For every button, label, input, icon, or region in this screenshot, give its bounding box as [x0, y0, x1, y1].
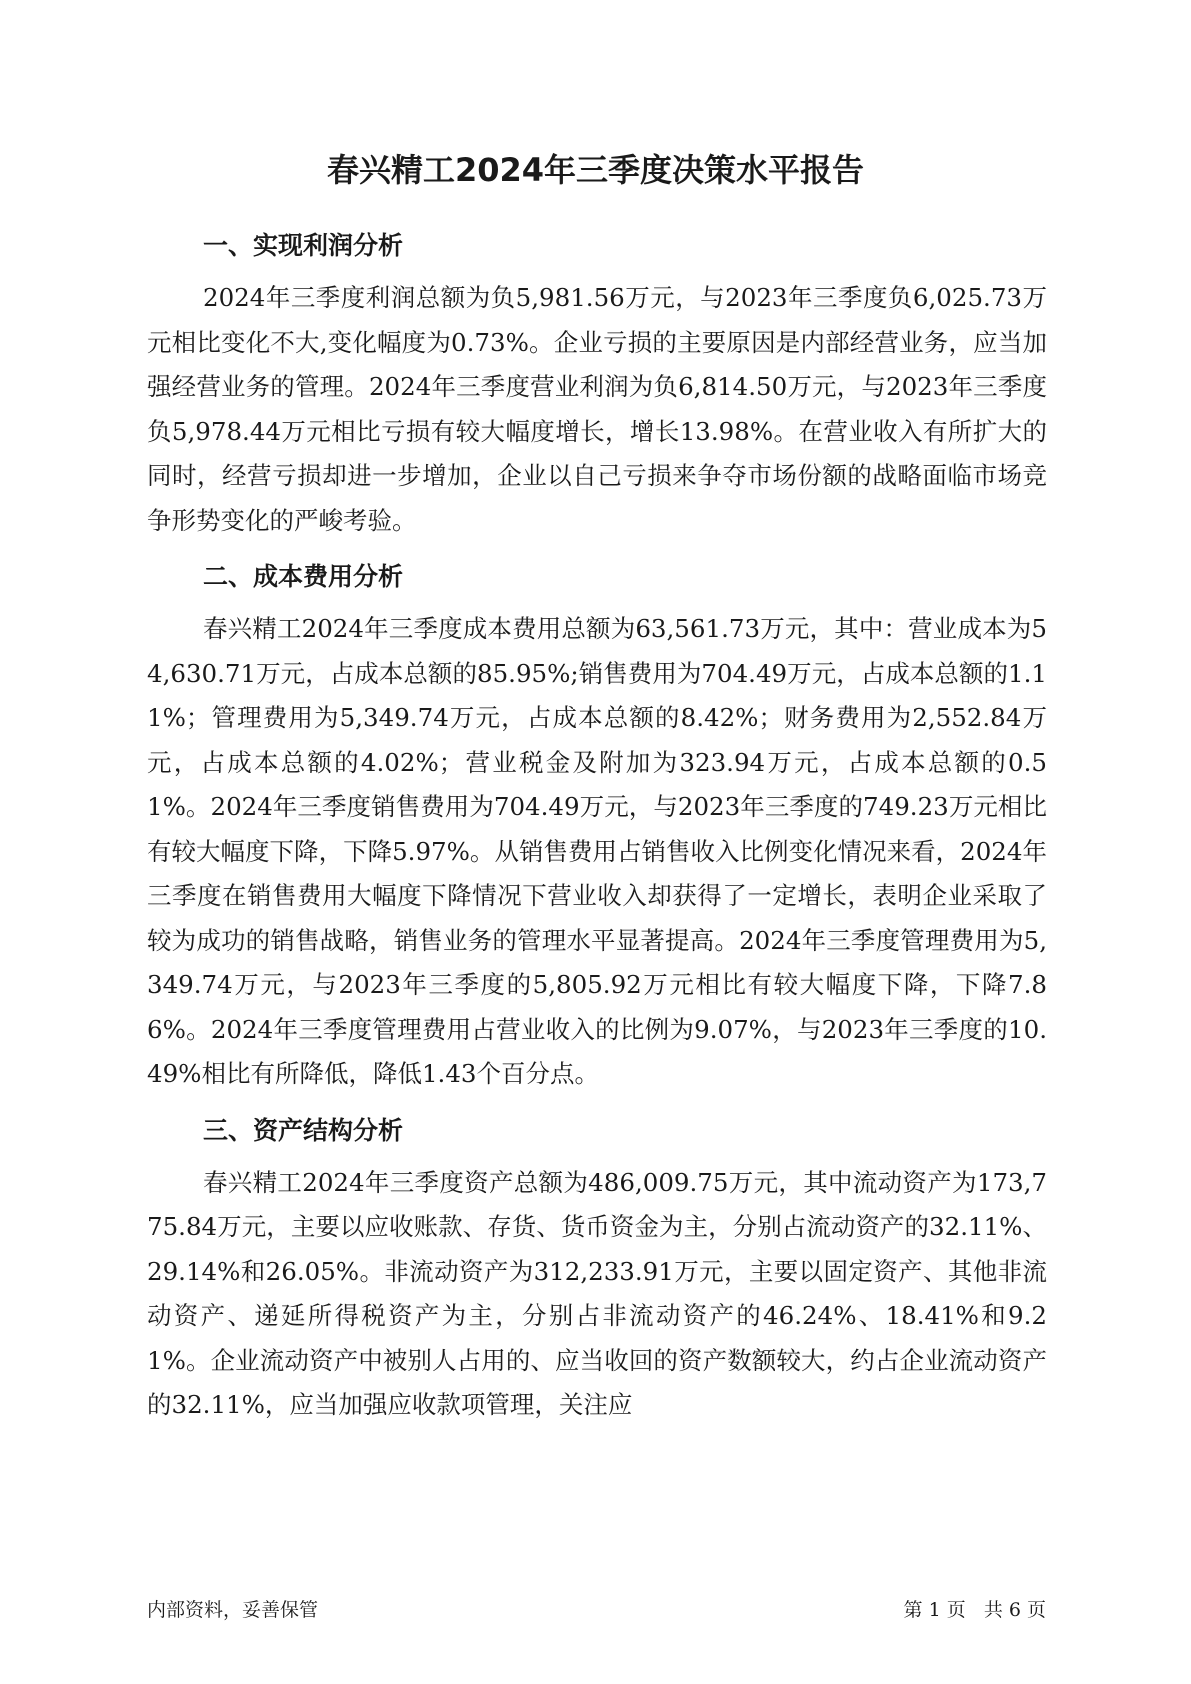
section-paragraph-profit: 2024年三季度利润总额为负5,981.56万元，与2023年三季度负6,025.73万元相比变化不大,变化幅度为0.73%。企业亏损的主要原因是内部经营业务，应当加强经营业务的管理。2024年三季度营业利润为负6,814.50万元，与2023年三季度负5,978.44万元相比亏损有较大幅度增长，增长13.98%。在营业收入有所扩大的同时，经营亏损却进一步增加，企业以自己亏损来争夺市场份额的战略面临市场竞争形势变化的严峻考验。 [147, 283, 1047, 535]
section-heading-profit: 一、实现利润分析 [203, 231, 404, 260]
footer-page-number: 第 1 页 共 6 页 [903, 1599, 1046, 1621]
section-heading-assets: 三、资产结构分析 [203, 1115, 404, 1145]
document-body [147, 226, 1047, 1442]
document-title: 春兴精工2024年三季度决策水平报告 [326, 151, 865, 189]
section-paragraph-cost: 春兴精工2024年三季度成本费用总额为63,561.73万元，其中：营业成本为54,630.71万元，占成本总额的85.95%;销售费用为704.49万元，占成本总额的1.11%；管理费用为5,349.74万元，占成本总额的8.42%；财务费用为2,552.84万元，占成本总额的4.02%；营业税金及附加为323.94万元，占成本总额的0.51%。2024年三季度销售费用为704.49万元，与2023年三季度的749.23万元相比有较大幅度下降，下降5.97%。从销售费用占销售收入比例变化情况来看，2024年三季度在销售费用大幅度下降情况下营业收入却获得了一定增长，表明企业采取了较为成功的销售战略，销售业务的管理水平显著提高。2024年三季度管理费用为5,349.74万元，与2023年三季度的5,805.92万元相比有较大幅度下降，下降7.86%。2024年三季度管理费用占营业收入的比例为9.07%，与2023年三季度的10.49%相比有所降低，降低1.43个百分点。 [147, 614, 1047, 1088]
section-paragraph-assets: 春兴精工2024年三季度资产总额为486,009.75万元，其中流动资产为173,775.84万元，主要以应收账款、存货、货币资金为主，分别占流动资产的32.11%、29.14%和26.05%。非流动资产为312,233.91万元，主要以固定资产、其他非流动资产、递延所得税资产为主，分别占非流动资产的46.24%、18.41%和9.21%。企业流动资产中被别人占用的、应当收回的资产数额较大，约占企业流动资产的32.11%，应当加强应收款项管理，关注应 [147, 1167, 1048, 1419]
section-heading-cost: 二、成本费用分析 [203, 562, 404, 591]
footer-confidential-note: 内部资料，妥善保管 [147, 1599, 319, 1621]
